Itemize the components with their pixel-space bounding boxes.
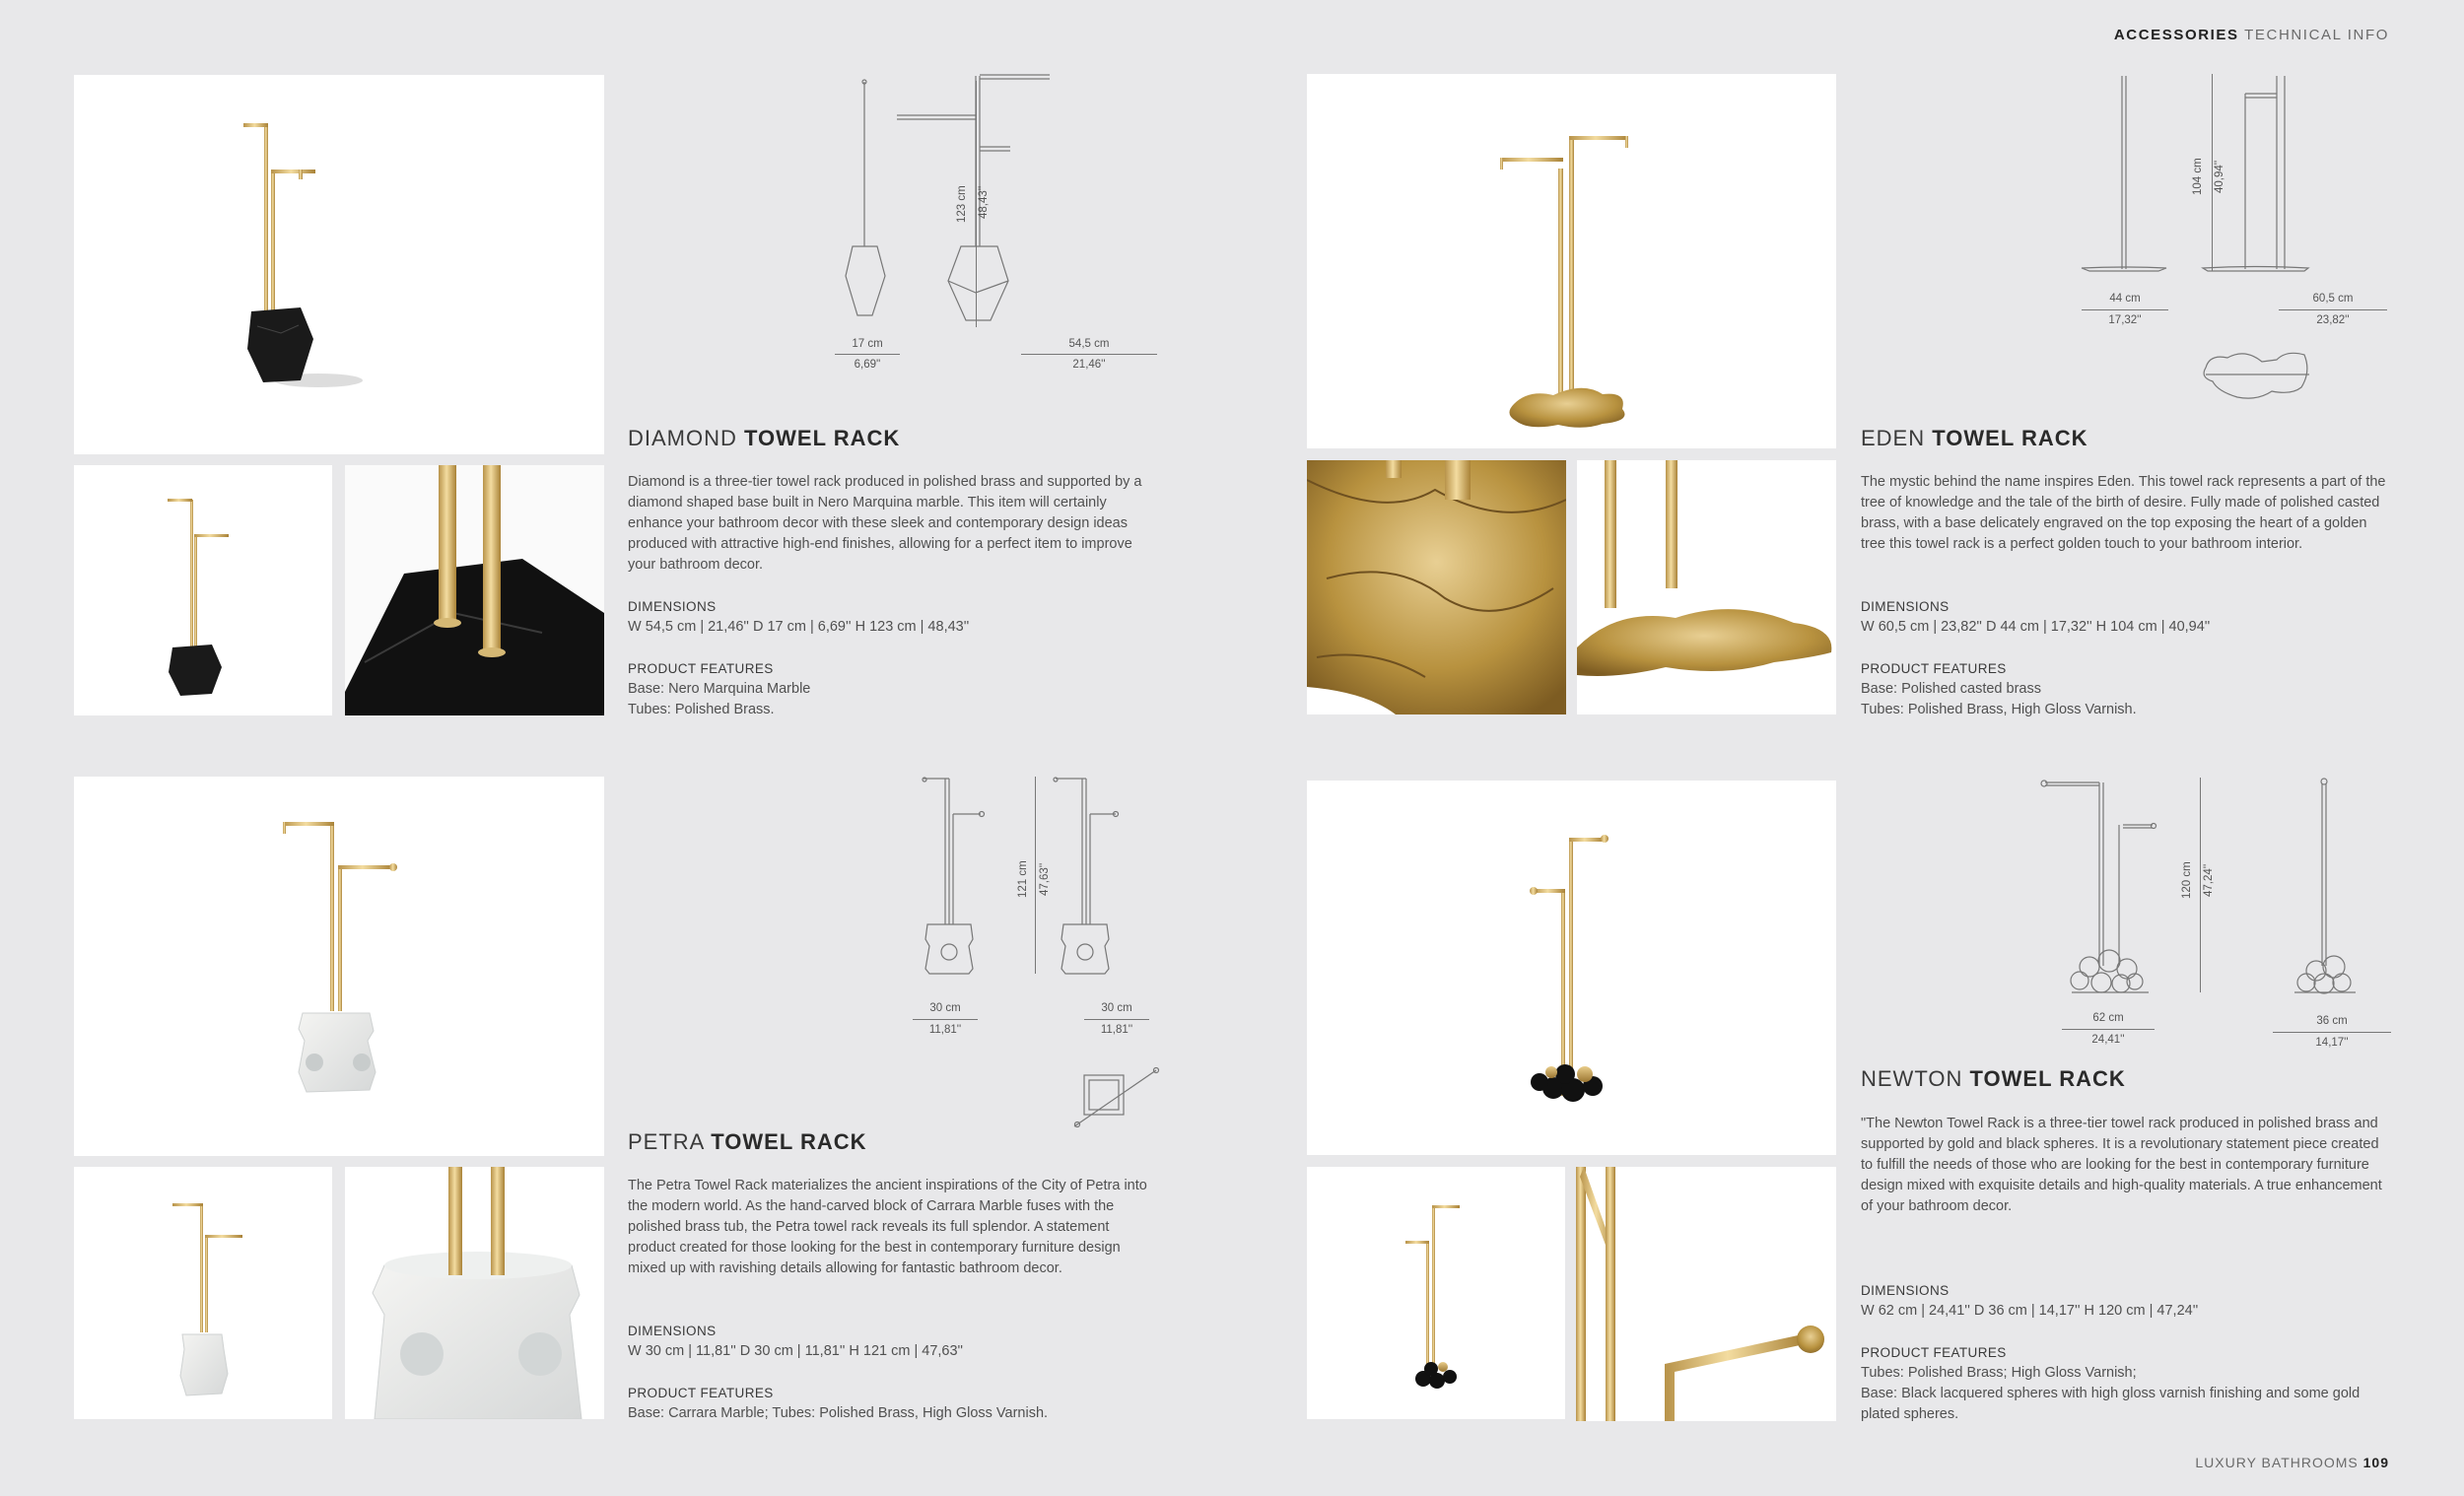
diamond-features-label: PRODUCT FEATURES: [628, 661, 774, 676]
page-footer: [2195, 1455, 2389, 1470]
diamond-height-in: 48,43'': [978, 185, 990, 219]
eden-detail-photo: [1577, 460, 1836, 714]
eden-depth-line: [2082, 309, 2168, 310]
newton-title-light: NEWTON: [1861, 1066, 1963, 1091]
petra-width-line: [1084, 1019, 1149, 1020]
newton-width-in: 24,41'': [2091, 1034, 2125, 1046]
petra-width-cm: 30 cm: [1101, 1002, 1132, 1014]
diamond-title-light: DIAMOND: [628, 426, 737, 450]
newton-title: [1861, 1066, 2126, 1092]
diamond-width-cm: 54,5 cm: [1068, 338, 1110, 350]
petra-dimensions-label: DIMENSIONS: [628, 1324, 717, 1338]
newton-width-line: [2062, 1029, 2155, 1030]
footer-collection: LUXURY BATHROOMS: [2195, 1455, 2359, 1470]
newton-description: "The Newton Towel Rack is a three-tier towel rack produced in polished brass and supported by gold and black spheres. It is a revolutionary statement piece created to fulfill the needs of those who are looking for the best in contemporary furniture design mixed with exquisite details and high-quality materials. A true enhancement of your bathroom decor.: [1861, 1116, 2382, 1214]
petra-features-label: PRODUCT FEATURES: [628, 1386, 774, 1400]
newton-dimensions-label: DIMENSIONS: [1861, 1283, 1950, 1298]
header-sub: TECHNICAL INFO: [2244, 27, 2389, 43]
petra-height-cm: 121 cm: [1017, 860, 1029, 898]
newton-width-cm: 62 cm: [2092, 1012, 2124, 1024]
diamond-width-line: [1021, 354, 1157, 355]
newton-height-line: [2200, 778, 2201, 992]
eden-depth-in: 17,32'': [2108, 314, 2142, 326]
diamond-thumb-photo: [74, 465, 332, 715]
diamond-rack-thumb: [74, 465, 332, 715]
petra-rack-illustration: [74, 777, 604, 1156]
petra-base-detail: [345, 1167, 604, 1419]
page-number: 109: [2362, 1455, 2389, 1470]
newton-height-in: 47,24'': [2203, 863, 2215, 897]
petra-title-bold: TOWEL RACK: [711, 1129, 867, 1154]
eden-dimensions-label: DIMENSIONS: [1861, 599, 1950, 614]
petra-thumb-photo: [74, 1167, 332, 1419]
newton-main-photo: [1307, 781, 1836, 1155]
eden-width-cm: 60,5 cm: [2312, 293, 2354, 305]
eden-title-bold: TOWEL RACK: [1932, 426, 2088, 450]
eden-features-label: PRODUCT FEATURES: [1861, 661, 2007, 676]
eden-dimensions: W 60,5 cm | 23,82'' D 44 cm | 17,32'' H 104 cm | 40,94'': [1861, 619, 2211, 635]
eden-width-in: 23,82'': [2316, 314, 2350, 326]
diamond-depth-in: 6,69'': [854, 359, 881, 371]
newton-detail-photo: [1576, 1167, 1836, 1421]
diamond-dimensions: W 54,5 cm | 21,46'' D 17 cm | 6,69'' H 123 cm | 48,43'': [628, 619, 970, 635]
petra-technical-drawing: [922, 777, 1158, 1151]
petra-title-light: PETRA: [628, 1129, 705, 1154]
petra-width-in: 11,81'': [1100, 1024, 1133, 1036]
eden-engraving-detail: [1307, 460, 1566, 714]
newton-rack-thumb: [1307, 1167, 1565, 1419]
eden-height-line: [2212, 74, 2213, 271]
newton-features: Tubes: Polished Brass; High Gloss Varnish; Base: Black lacquered spheres with high gloss varnish finishing and some gold plated spheres.: [1861, 1365, 2361, 1422]
diamond-base-detail: [345, 465, 604, 715]
diamond-main-photo: [74, 75, 604, 454]
eden-height-in: 40,94'': [2214, 160, 2225, 193]
diamond-height-cm: 123 cm: [956, 185, 968, 223]
petra-rack-thumb: [74, 1167, 332, 1419]
diamond-depth-cm: 17 cm: [852, 338, 883, 350]
newton-depth-cm: 36 cm: [2316, 1015, 2348, 1027]
petra-height-line: [1035, 777, 1036, 974]
newton-depth-line: [2273, 1032, 2391, 1033]
newton-dimensions: W 62 cm | 24,41'' D 36 cm | 14,17'' H 120 cm | 47,24'': [1861, 1303, 2199, 1319]
newton-technical-drawing: [2040, 774, 2415, 1000]
eden-tube-detail: [1577, 460, 1836, 714]
newton-depth-in: 14,17'': [2315, 1037, 2349, 1049]
petra-main-photo: [74, 777, 604, 1156]
diamond-features: Base: Nero Marquina Marble Tubes: Polished Brass.: [628, 681, 811, 717]
diamond-height-line: [976, 81, 977, 327]
eden-features: Base: Polished casted brass Tubes: Polished Brass, High Gloss Varnish.: [1861, 681, 2137, 717]
eden-base-photo: [1307, 460, 1566, 714]
newton-features-label: PRODUCT FEATURES: [1861, 1345, 2007, 1360]
petra-depth-in: 11,81'': [928, 1024, 962, 1036]
eden-depth-cm: 44 cm: [2109, 293, 2141, 305]
eden-rack-illustration: [1307, 74, 1836, 448]
petra-detail-photo: [345, 1167, 604, 1419]
eden-title-light: EDEN: [1861, 426, 1926, 450]
eden-title: [1861, 426, 2088, 451]
petra-description: The Petra Towel Rack materializes the ancient inspirations of the City of Petra into the modern world. As the hand-carved block of Carrara Marble fuses with the polished brass tub, the Petra towel rack reveals its full splendor. A statement product created for those looking for the best in contemporary furniture design mixed up with ravishing details allowing for fantastic bathroom decor.: [628, 1178, 1147, 1276]
diamond-depth-line: [835, 354, 900, 355]
header-section: ACCESSORIES: [2113, 27, 2239, 43]
petra-title: [628, 1129, 867, 1155]
petra-features: Base: Carrara Marble; Tubes: Polished Brass, High Gloss Varnish.: [628, 1405, 1049, 1421]
page-header: [2114, 27, 2389, 43]
diamond-dimensions-label: DIMENSIONS: [628, 599, 717, 614]
diamond-description: Diamond is a three-tier towel rack produced in polished brass and supported by a diamond shaped base built in Nero Marquina marble. This item will certainly enhance your bathroom decor with these sleek and contemporary design ideas produced with attractive high-end finishes, allowing for a perfect item to improve your bathroom decor.: [628, 474, 1142, 573]
diamond-technical-drawing: [828, 74, 1173, 379]
diamond-title-bold: TOWEL RACK: [744, 426, 901, 450]
newton-title-bold: TOWEL RACK: [1969, 1066, 2126, 1091]
eden-height-cm: 104 cm: [2192, 158, 2204, 195]
petra-depth-line: [913, 1019, 978, 1020]
eden-description: The mystic behind the name inspires Eden. This towel rack represents a part of the tree of knowledge and the tale of the birth of desire. Fully made of polished casted brass, with a base delicately engraved on the top exposing the heart of a golden tree this towel rack is a perfect golden touch to your bathroom interior.: [1861, 474, 2386, 552]
petra-depth-cm: 30 cm: [929, 1002, 961, 1014]
diamond-detail-photo: [345, 465, 604, 715]
eden-width-line: [2279, 309, 2387, 310]
eden-main-photo: [1307, 74, 1836, 448]
diamond-rack-illustration: [74, 75, 604, 454]
diamond-width-in: 21,46'': [1072, 359, 1106, 371]
petra-height-in: 47,63'': [1039, 862, 1051, 896]
diamond-title: [628, 426, 900, 451]
newton-height-cm: 120 cm: [2181, 861, 2193, 899]
petra-dimensions: W 30 cm | 11,81'' D 30 cm | 11,81'' H 121 cm | 47,63'': [628, 1343, 964, 1359]
newton-rack-illustration: [1307, 781, 1836, 1155]
newton-thumb-photo: [1307, 1167, 1565, 1419]
newton-tube-detail: [1576, 1167, 1836, 1421]
